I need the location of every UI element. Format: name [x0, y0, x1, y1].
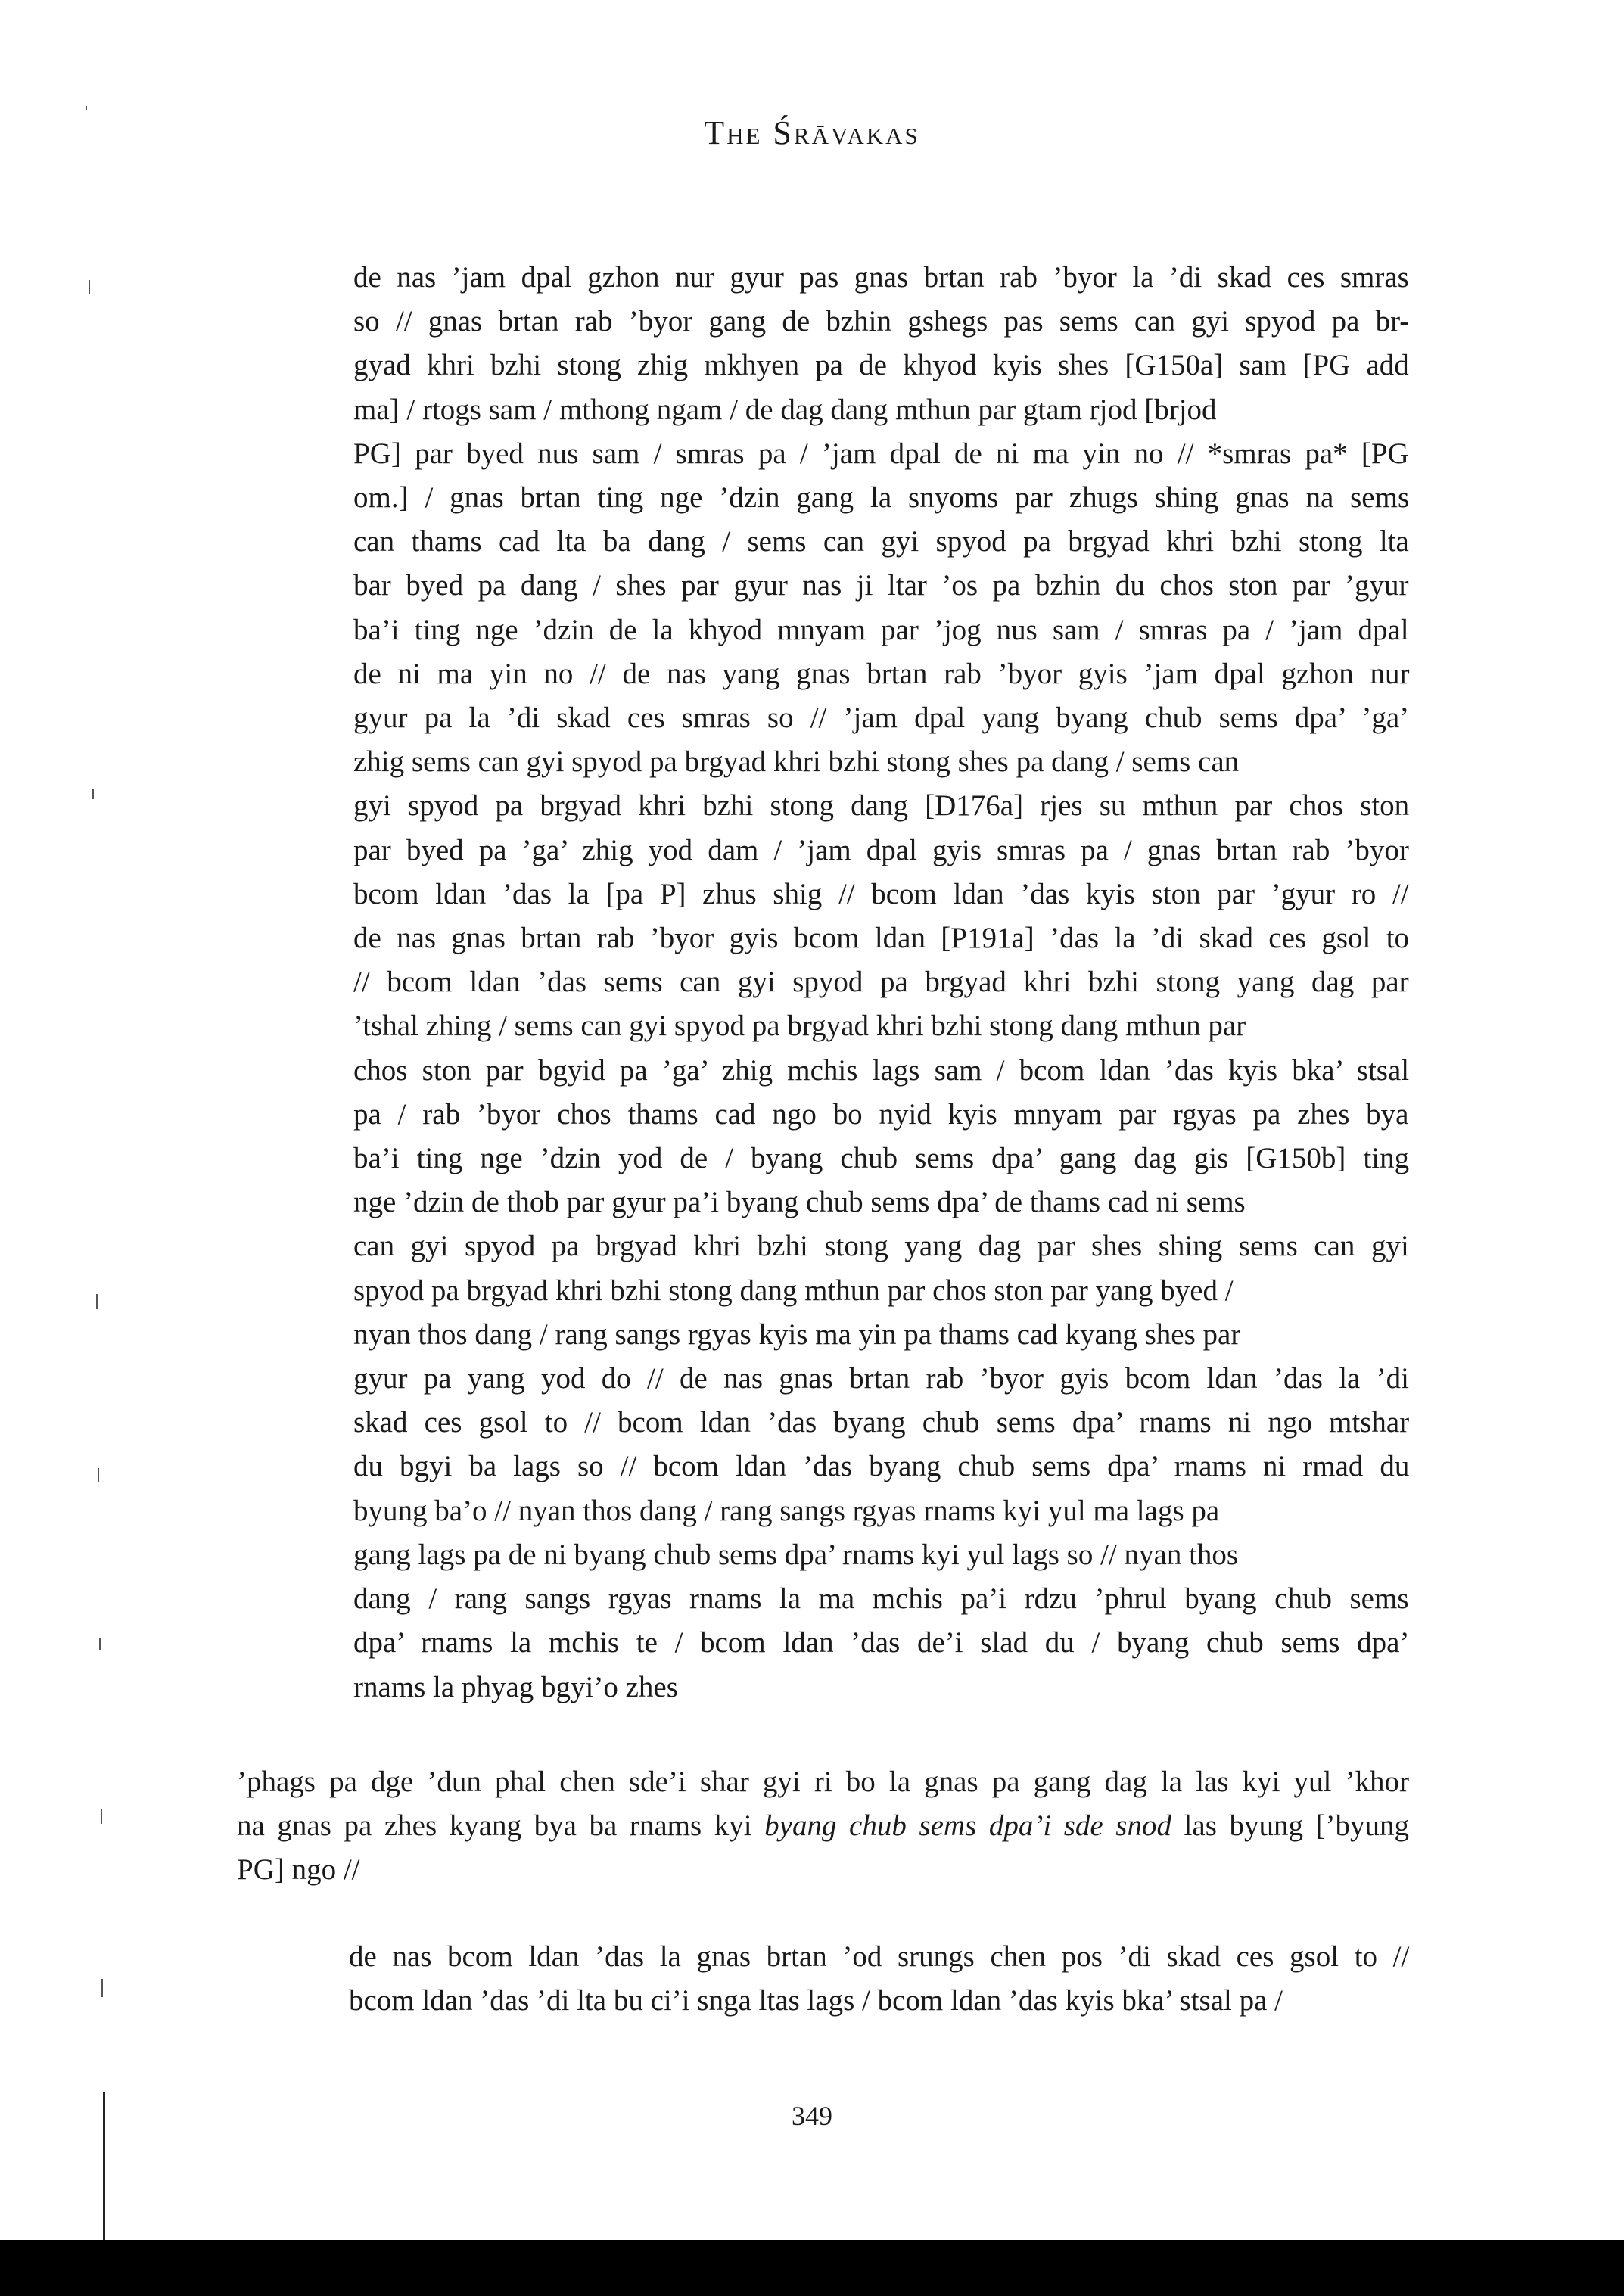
text-line: dpa’ rnams la mchis te / bcom ldan ’das de’i slad du / byang chub sems dpa’	[353, 1626, 1410, 1660]
text-line: // bcom ldan ’das sems can gyi spyod pa brgyad khri bzhi stong yang dag par	[353, 966, 1409, 999]
text-line: gyad khri bzhi stong zhig mkhyen pa de khyod kyis shes [G150a] sam [PG add	[353, 349, 1409, 382]
text-line: ba’i ting nge ’dzin de la khyod mnyam par ’jog nus sam / smras pa / ’jam dpal	[353, 613, 1409, 646]
text-line: ’tshal zhing / sems can gyi spyod pa brgyad khri bzhi stong dang mthun par	[353, 1010, 1246, 1043]
text-line: de nas ’jam dpal gzhon nur gyur pas gnas brtan rab ’byor la ’di skad ces smras	[353, 261, 1409, 294]
text-line: chos ston par bgyid pa ’ga’ zhig mchis lags sam / bcom ldan ’das kyis bka’ stsal	[353, 1053, 1410, 1087]
text-line: ma] / rtogs sam / mthong ngam / de dag dang mthun par gtam rjod [brjod	[353, 393, 1217, 426]
text-line: dang / rang sangs rgyas rnams la ma mchis pa’i rdzu ’phrul byang chub sems	[353, 1582, 1409, 1616]
text-line: can gyi spyod pa brgyad khri bzhi stong yang dag par shes shing sems can gyi	[353, 1230, 1409, 1263]
block-quote-2	[349, 1935, 1409, 2023]
text-line: rnams la phyag bgyi’o zhes	[353, 1670, 678, 1703]
scan-mark	[101, 1979, 103, 1997]
page-number: 349	[792, 2101, 832, 2131]
text-segment: las byung [’byung	[1171, 1809, 1409, 1843]
text-line: gyur pa yang yod do // de nas gnas brtan rab ’byor gyis bcom ldan ’das la ’di	[353, 1362, 1409, 1395]
scan-mark	[89, 280, 90, 294]
text-line: bcom ldan ’das ’di lta bu ci’i snga ltas lags / bcom ldan ’das kyis bka’ stsal pa /	[349, 1984, 1283, 2018]
running-header: The Śrāvakas	[704, 114, 920, 151]
text-line: de ni ma yin no // de nas yang gnas brtan rab ’byor gyis ’jam dpal gzhon nur	[353, 657, 1410, 690]
text-line: spyod pa brgyad khri bzhi stong dang mthun par chos ston par yang byed /	[353, 1274, 1234, 1307]
text-line: du bgyi ba lags so // bcom ldan ’das byang chub sems dpa’ rnams ni rmad du	[353, 1450, 1410, 1483]
text-line: om.] / gnas brtan ting nge ’dzin gang la snyoms par zhugs shing gnas na sems	[353, 481, 1410, 515]
text-line: nyan thos dang / rang sangs rgyas kyis ma yin pa thams cad kyang shes par	[353, 1318, 1241, 1351]
text-line: de nas bcom ldan ’das la gnas brtan ’od srungs chen pos ’di skad ces gsol to //	[349, 1940, 1410, 1973]
block-quote-1	[353, 256, 1409, 1710]
text-line: PG] ngo //	[237, 1853, 360, 1887]
text-line: byung ba’o // nyan thos dang / rang sangs rgyas rnams kyi yul ma lags pa	[353, 1494, 1220, 1527]
text-line	[237, 1804, 1409, 1848]
text-line: nge ’dzin de thob par gyur pa’i byang chub sems dpa’ de thams cad ni sems	[353, 1186, 1246, 1219]
scan-mark	[86, 106, 87, 110]
text-line: skad ces gsol to // bcom ldan ’das byang chub sems dpa’ rnams ni ngo mtshar	[353, 1406, 1410, 1439]
scan-mark	[92, 789, 94, 799]
scan-mark	[98, 1468, 99, 1482]
text-line: bar byed pa dang / shes par gyur nas ji ltar ’os pa bzhin du chos ston par ’gyur	[353, 569, 1409, 602]
text-line: de nas gnas brtan rab ’byor gyis bcom ldan [P191a] ’das la ’di skad ces gsol to	[353, 922, 1410, 955]
text-line: ’phags pa dge ’dun phal chen sde’i shar gyi ri bo la gnas pa gang dag la las kyi yul ’khor	[237, 1766, 1409, 1798]
text-line: pa / rab ’byor chos thams cad ngo bo nyid kyis mnyam par rgyas pa zhes bya	[353, 1097, 1409, 1131]
text-line: gyur pa la ’di skad ces smras so // ’jam dpal yang byang chub sems dpa’ ’ga’	[353, 702, 1410, 735]
text-line: gang lags pa de ni byang chub sems dpa’ rnams kyi yul lags so // nyan thos	[353, 1538, 1239, 1571]
body-paragraph	[237, 1760, 1409, 1893]
text-line: gyi spyod pa brgyad khri bzhi stong dang [D176a] rjes su mthun par chos ston	[353, 789, 1410, 823]
text-line: so // gnas brtan rab ’byor gang de bzhin gshegs pas sems can gyi spyod pa br-	[353, 305, 1410, 338]
text-line: par byed pa ’ga’ zhig yod dam / ’jam dpal gyis smras pa / gnas brtan rab ’byor	[353, 833, 1409, 866]
text-line: PG] par byed nus sam / smras pa / ’jam dpal de ni ma yin no // *smras pa* [PG	[353, 437, 1409, 470]
scan-border-bar	[0, 2240, 1624, 2296]
scan-mark	[101, 1809, 102, 1824]
scan-edge-line	[103, 2092, 105, 2244]
scan-mark	[96, 1294, 98, 1309]
text-line: can thams cad lta ba dang / sems can gyi spyod pa brgyad khri bzhi stong lta	[353, 525, 1409, 558]
text-line: bcom ldan ’das la [pa P] zhus shig // bcom ldan ’das kyis ston par ’gyur ro //	[353, 877, 1409, 910]
text-segment: na gnas pa zhes kyang bya ba rnams kyi	[237, 1809, 765, 1843]
italic-title: byang chub sems dpa’i sde snod	[764, 1809, 1171, 1843]
text-line: zhig sems can gyi spyod pa brgyad khri bzhi stong shes pa dang / sems can	[353, 745, 1240, 779]
text-line: ba’i ting nge ’dzin yod de / byang chub sems dpa’ gang dag gis [G150b] ting	[353, 1142, 1410, 1175]
scan-mark	[99, 1638, 101, 1650]
